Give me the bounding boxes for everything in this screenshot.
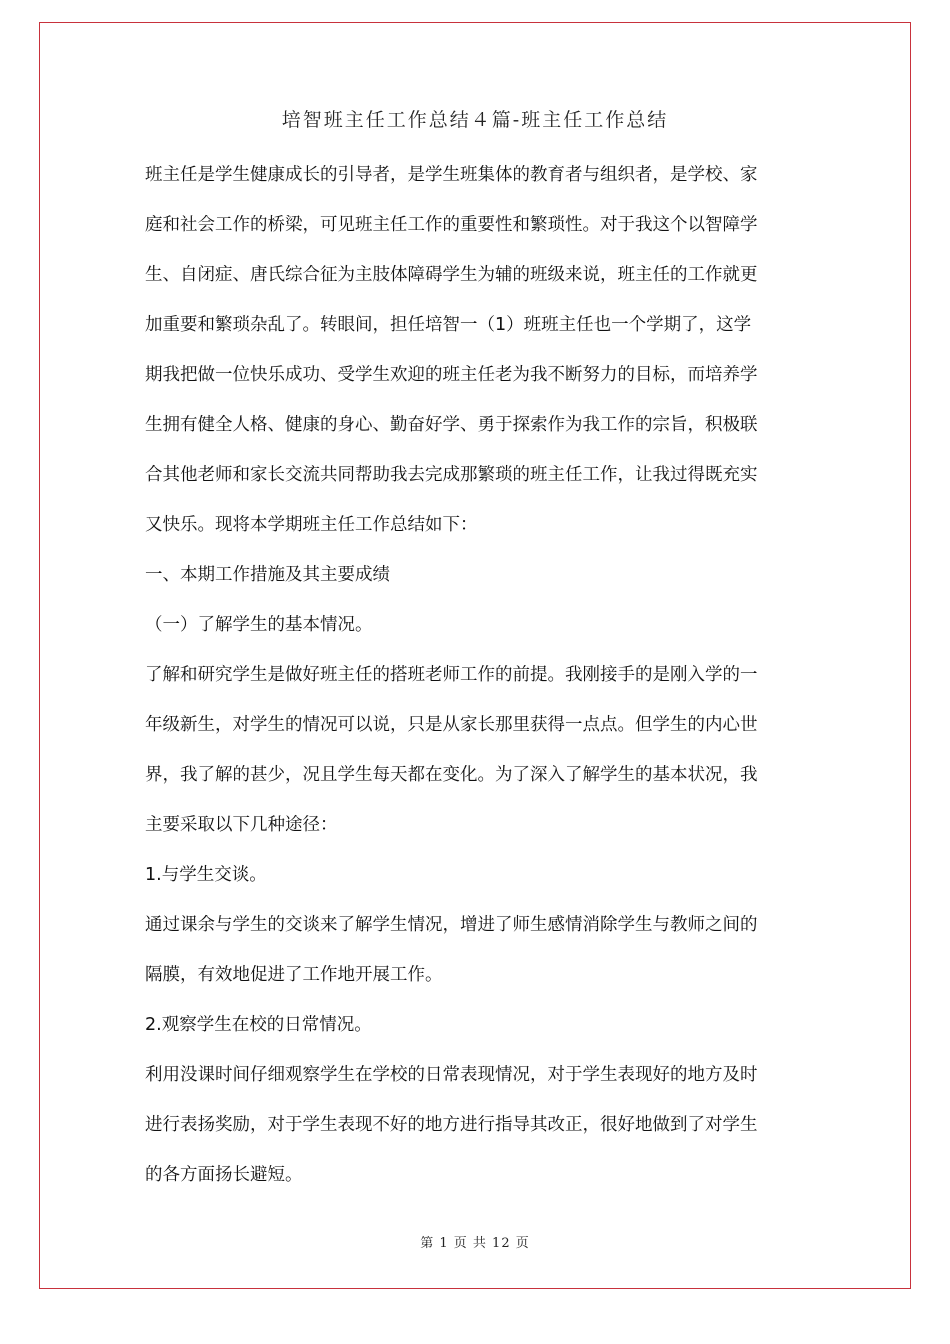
body-line: 年级新生，对学生的情况可以说，只是从家长那里获得一点点。但学生的内心世 bbox=[145, 715, 758, 735]
body-line: 期我把做一位快乐成功、受学生欢迎的班主任老为我不断努力的目标，而培养学 bbox=[145, 365, 758, 385]
body-line: 合其他老师和家长交流共同帮助我去完成那繁琐的班主任工作，让我过得既充实 bbox=[145, 465, 758, 485]
document-body bbox=[145, 150, 817, 1200]
body-line: 生拥有健全人格、健康的身心、勤奋好学、勇于探索作为我工作的宗旨，积极联 bbox=[145, 415, 758, 435]
body-line: 了解和研究学生是做好班主任的搭班老师工作的前提。我刚接手的是刚入学的一 bbox=[145, 665, 758, 685]
section-heading: 一、本期工作措施及其主要成绩 bbox=[145, 565, 390, 585]
body-line: 又快乐。现将本学期班主任工作总结如下： bbox=[145, 515, 478, 535]
list-item-heading: 1.与学生交谈。 bbox=[145, 865, 267, 885]
body-line: 通过课余与学生的交谈来了解学生情况，增进了师生感情消除学生与教师之间的 bbox=[145, 915, 758, 935]
document-title: 培智班主任工作总结４篇-班主任工作总结 bbox=[281, 109, 669, 131]
body-line: 界，我了解的甚少，况且学生每天都在变化。为了深入了解学生的基本状况，我 bbox=[145, 765, 758, 785]
page-footer: 第 1 页 共 12 页 bbox=[420, 1236, 530, 1251]
body-line: 的各方面扬长避短。 bbox=[145, 1165, 303, 1185]
body-line: 加重要和繁琐杂乱了。转眼间，担任培智一（1）班班主任也一个学期了，这学 bbox=[145, 315, 752, 335]
body-line: 主要采取以下几种途径： bbox=[145, 815, 338, 835]
body-line: 隔膜，有效地促进了工作地开展工作。 bbox=[145, 965, 443, 985]
subsection-heading: （一）了解学生的基本情况。 bbox=[145, 615, 373, 635]
body-line: 庭和社会工作的桥梁，可见班主任工作的重要性和繁琐性。对于我这个以智障学 bbox=[145, 215, 758, 235]
body-line: 进行表扬奖励，对于学生表现不好的地方进行指导其改正，很好地做到了对学生 bbox=[145, 1115, 758, 1135]
list-item-heading: 2.观察学生在校的日常情况。 bbox=[145, 1015, 372, 1035]
body-line: 班主任是学生健康成长的引导者，是学生班集体的教育者与组织者，是学校、家 bbox=[145, 165, 758, 185]
body-line: 生、自闭症、唐氏综合征为主肢体障碍学生为辅的班级来说，班主任的工作就更 bbox=[145, 265, 758, 285]
body-line: 利用没课时间仔细观察学生在学校的日常表现情况，对于学生表现好的地方及时 bbox=[145, 1065, 758, 1085]
